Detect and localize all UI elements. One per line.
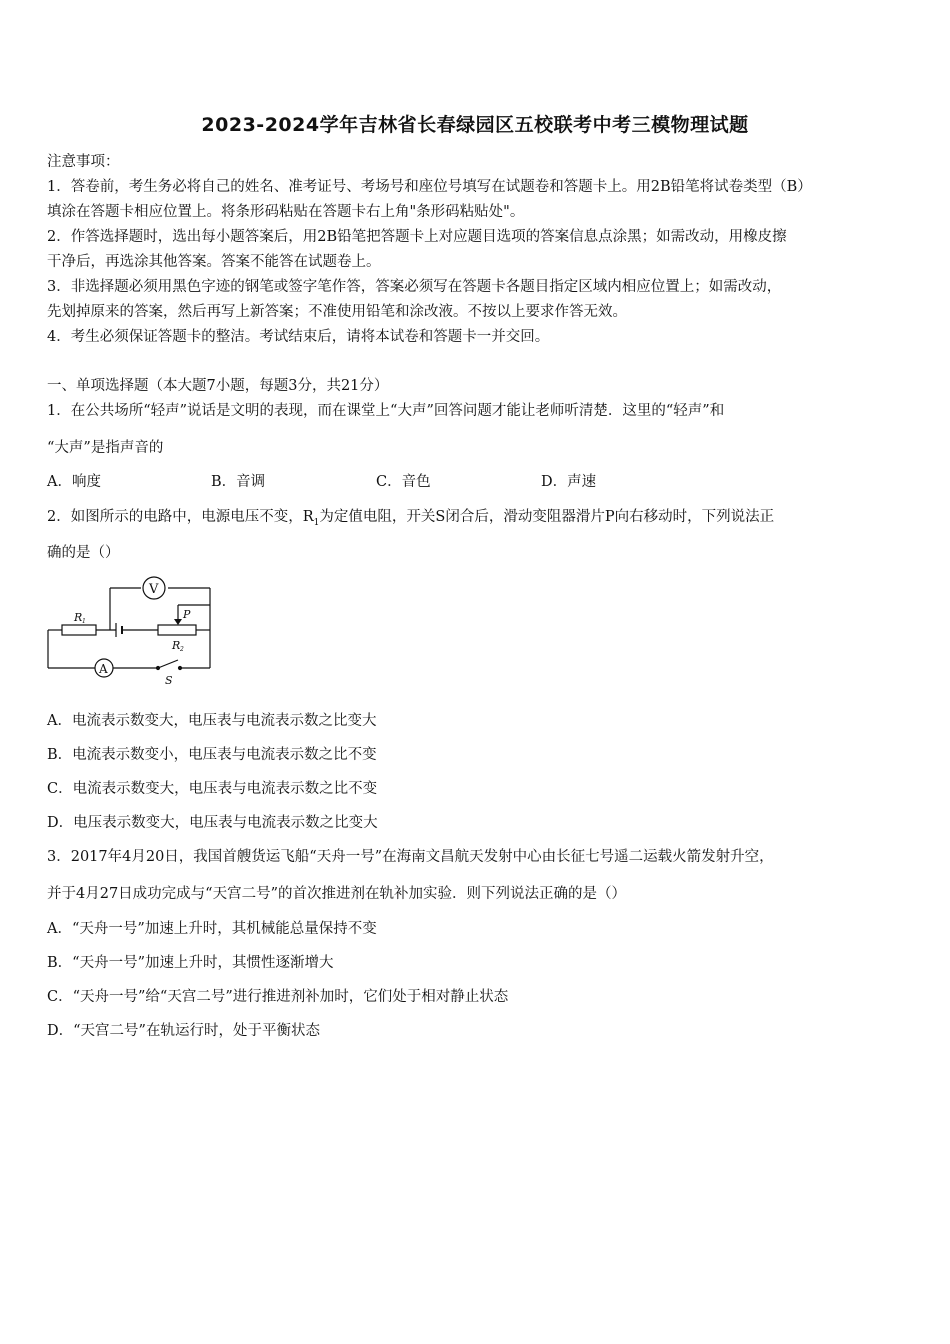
circuit-diagram [40, 570, 220, 690]
question-3-option: B．“天舟一号”加速上升时，其惯性逐渐增大 [47, 955, 334, 971]
option-b: B．音调 [211, 474, 266, 490]
section-heading: 一、单项选择题（本大题7小题，每题3分，共21分） [47, 378, 389, 394]
notice-line: 先划掉原来的答案，然后再写上新答案；不准使用铅笔和涂改液。不按以上要求作答无效。 [47, 304, 627, 320]
notice-line: 干净后，再选涂其他答案。答案不能答在试题卷上。 [47, 254, 381, 270]
notice-line: 3．非选择题必须用黑色字迹的钢笔或签字笔作答，答案必须写在答题卡各题目指定区域内相应位置上；如需改动， [47, 279, 782, 295]
switch-contact [179, 667, 182, 670]
question-2-option: B．电流表示数变小，电压表与电流表示数之比不变 [47, 747, 377, 763]
switch-contact [157, 667, 160, 670]
ammeter-label: A [99, 662, 108, 676]
option-a: A．响度 [47, 474, 101, 490]
option-c: C．音色 [376, 474, 431, 490]
question-1-text: 1．在公共场所“轻声”说话是文明的表现，而在课堂上“大声”回答问题才能让老师听清楚．这里的“轻声”和 [47, 403, 725, 419]
resistor-r2 [158, 625, 196, 635]
question-3-option: D．“天宫二号”在轨运行时，处于平衡状态 [47, 1023, 320, 1039]
notice-line: 4．考生必须保证答题卡的整洁。考试结束后，请将本试卷和答题卡一并交回。 [47, 329, 550, 345]
notice-line: 1．答卷前，考生务必将自己的姓名、准考证号、考场号和座位号填写在试题卷和答题卡上。用2B铅笔将试卷类型（B） [47, 179, 812, 195]
switch-label: S [165, 674, 173, 687]
question-3-text: 3．2017年4月20日，我国首艘货运飞船“天舟一号”在海南文昌航天发射中心由长征七号遥二运载火箭发射升空， [47, 849, 774, 865]
page-title: 2023-2024学年吉林省长春绿园区五校联考中考三模物理试题 [201, 114, 749, 136]
question-2-text-post: 为定值电阻，开关S闭合后，滑动变阻器滑片P向右移动时，下列说法正 [319, 509, 775, 525]
notice-heading: 注意事项： [47, 154, 120, 170]
question-2-option: A．电流表示数变大，电压表与电流表示数之比变大 [47, 713, 377, 729]
question-2-text: 确的是（） [47, 545, 120, 561]
question-2-option: C．电流表示数变大，电压表与电流表示数之比不变 [47, 781, 378, 797]
notice-line: 2．作答选择题时，选出每小题答案后，用2B铅笔把答题卡上对应题目选项的答案信息点涂黑；如需改动，用橡皮擦 [47, 229, 787, 245]
r1-subscript: 1 [313, 517, 320, 528]
r1-label: R [74, 611, 83, 624]
question-1-text: “大声”是指声音的 [47, 440, 164, 456]
voltmeter-label: V [149, 582, 159, 597]
r1-label-sub: 1 [82, 618, 86, 625]
question-3-option: A．“天舟一号”加速上升时，其机械能总量保持不变 [47, 921, 377, 937]
question-3-text: 并于4月27日成功完成与“天宫二号”的首次推进剂在轨补加实验．则下列说法正确的是（） [47, 886, 626, 902]
slider-arrow [174, 619, 182, 625]
r2-label: R [172, 639, 181, 652]
question-3-option: C．“天舟一号”给“天宫二号”进行推进剂补加时，它们处于相对静止状态 [47, 989, 509, 1005]
slider-label: P [183, 608, 191, 621]
question-2-text-pre: 2．如图所示的电路中，电源电压不变，R [47, 509, 314, 525]
notice-line: 填涂在答题卡相应位置上。将条形码粘贴在答题卡右上角"条形码粘贴处"。 [47, 204, 525, 220]
resistor-r1 [62, 625, 96, 635]
switch-lever [158, 660, 178, 668]
r2-label-sub: 2 [180, 646, 184, 653]
question-2-text [47, 507, 774, 533]
question-2-option: D．电压表示数变大，电压表与电流表示数之比变大 [47, 815, 378, 831]
option-d: D．声速 [541, 474, 597, 490]
